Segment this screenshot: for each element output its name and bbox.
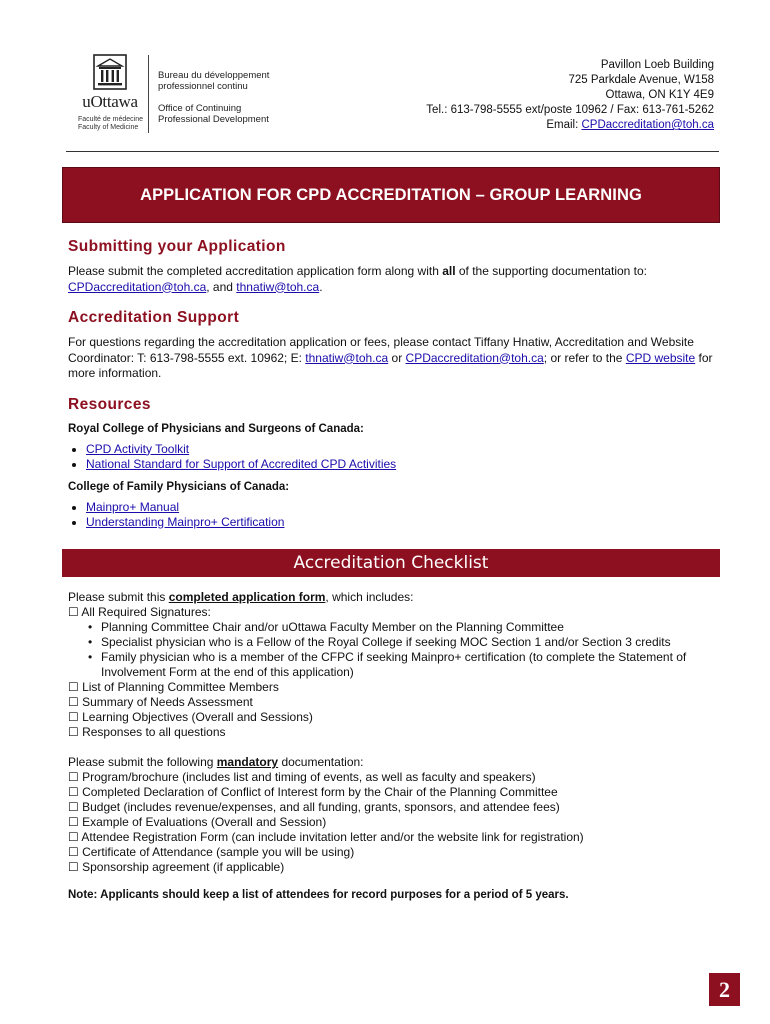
submitting-heading: Submitting your Application bbox=[68, 238, 286, 255]
checklist-item[interactable]: ☐ Example of Evaluations (Overall and Session) bbox=[68, 815, 327, 829]
uottawa-logo bbox=[70, 54, 150, 132]
building-emblem-icon bbox=[93, 54, 127, 90]
cpd-email-link[interactable]: CPDaccreditation@toh.ca bbox=[68, 279, 207, 294]
page-title: APPLICATION FOR CPD ACCREDITATION – GROUP LEARNING bbox=[62, 167, 720, 223]
record-keeping-note: Note: Applicants should keep a list of attendees for record purposes for a period of 5 years. bbox=[68, 889, 569, 901]
faculty-name: Faculté de médecine Faculty of Medicine bbox=[78, 116, 143, 131]
checklist-item[interactable]: ☐ Program/brochure (includes list and timing of events, as well as faculty and speakers) bbox=[68, 770, 536, 784]
mainpro-manual-link[interactable]: Mainpro+ Manual bbox=[86, 499, 180, 514]
list-item bbox=[86, 457, 718, 472]
list-item: • Planning Committee Chair and/or uOttawa Faculty Member on the Planning Committee bbox=[101, 620, 718, 635]
list-item: • Specialist physician who is a Fellow of the Royal College if seeking MOC Section 1 and/or Section 3 credits bbox=[101, 635, 718, 650]
office-name-english: Office of Continuing Professional Development bbox=[158, 103, 269, 125]
checklist-item[interactable]: ☐ Attendee Registration Form (can include invitation letter and/or the website link for registration) bbox=[68, 830, 584, 844]
checklist-item[interactable]: ☐ Learning Objectives (Overall and Sessions) bbox=[68, 710, 313, 724]
logo-divider bbox=[148, 55, 149, 133]
list-item: • Family physician who is a member of the CFPC if seeking Mainpro+ certification (to complete the Statement of Involvement Form at the end of this application) bbox=[101, 650, 718, 680]
checklist-intro: Please submit this completed application form, which includes: bbox=[68, 590, 414, 604]
checklist-item[interactable]: ☐ Completed Declaration of Conflict of Interest form by the Chair of the Planning Committee bbox=[68, 785, 558, 799]
cpd-activity-toolkit-link[interactable]: CPD Activity Toolkit bbox=[86, 441, 190, 456]
national-standard-link[interactable]: National Standard for Support of Accredited CPD Activities bbox=[86, 456, 397, 471]
office-name-french: Bureau du développement professionnel continu bbox=[158, 70, 270, 92]
checklist-item[interactable]: ☐ Responses to all questions bbox=[68, 725, 226, 739]
hnatiw-email-link[interactable]: thnatiw@toh.ca bbox=[236, 279, 320, 294]
cfpc-links bbox=[68, 500, 718, 530]
checklist-item[interactable]: ☐ Summary of Needs Assessment bbox=[68, 695, 253, 709]
signature-list bbox=[68, 620, 718, 680]
header-divider bbox=[66, 151, 719, 152]
rcpsc-links bbox=[68, 442, 718, 472]
uottawa-wordmark: uOttawa bbox=[82, 92, 138, 111]
page-number: 2 bbox=[709, 973, 740, 1006]
checklist-item[interactable]: ☐ Certificate of Attendance (sample you will be using) bbox=[68, 845, 355, 859]
main-content bbox=[68, 238, 718, 530]
checklist-item[interactable]: ☐ List of Planning Committee Members bbox=[68, 680, 279, 694]
checklist-item[interactable]: ☐ Sponsorship agreement (if applicable) bbox=[68, 860, 285, 874]
checklist-item[interactable]: ☐ Budget (includes revenue/expenses, and all funding, grants, sponsors, and attendee fees) bbox=[68, 800, 560, 814]
office-address: Pavillon Loeb Building 725 Parkdale Avenue, W158 Ottawa, ON K1Y 4E9 Tel.: 613-798-5555 ext/poste 10962 / Fax: 613-761-5262 Email: CPDaccreditation@toh.ca bbox=[426, 59, 714, 131]
list-item bbox=[86, 500, 718, 515]
accreditation-checklist bbox=[68, 590, 718, 875]
checklist-heading: Accreditation Checklist bbox=[62, 549, 720, 577]
email-line: Email: CPDaccreditation@toh.ca bbox=[546, 119, 714, 131]
support-heading: Accreditation Support bbox=[68, 309, 240, 326]
resources-heading: Resources bbox=[68, 395, 151, 413]
understanding-mainpro-link[interactable]: Understanding Mainpro+ Certification bbox=[86, 514, 285, 529]
email-link[interactable]: CPDaccreditation@toh.ca bbox=[581, 119, 714, 131]
cpd-email-link[interactable]: CPDaccreditation@toh.ca bbox=[405, 350, 544, 365]
list-item bbox=[86, 442, 718, 457]
rcpsc-label: Royal College of Physicians and Surgeons of Canada: bbox=[68, 422, 364, 435]
mandatory-intro: Please submit the following mandatory documentation: bbox=[68, 755, 364, 769]
cfpc-label: College of Family Physicians of Canada: bbox=[68, 480, 290, 493]
hnatiw-email-link[interactable]: thnatiw@toh.ca bbox=[305, 350, 389, 365]
cpd-website-link[interactable]: CPD website bbox=[625, 350, 696, 365]
support-text: For questions regarding the accreditation application or fees, please contact Tiffany Hnatiw, Accreditation and Website Coordinator: T: 613-798-5555 ext. 10962; E: thnatiw@toh.ca or CPDaccreditation@toh.ca; or refer to the CPD website for more information. bbox=[68, 335, 713, 380]
submitting-text: Please submit the completed accreditation application form along with all of the supporting documentation to: CPDaccreditation@toh.ca, and thnatiw@toh.ca. bbox=[68, 264, 648, 294]
checklist-item[interactable]: ☐ All Required Signatures: bbox=[68, 605, 211, 619]
list-item bbox=[86, 515, 718, 530]
